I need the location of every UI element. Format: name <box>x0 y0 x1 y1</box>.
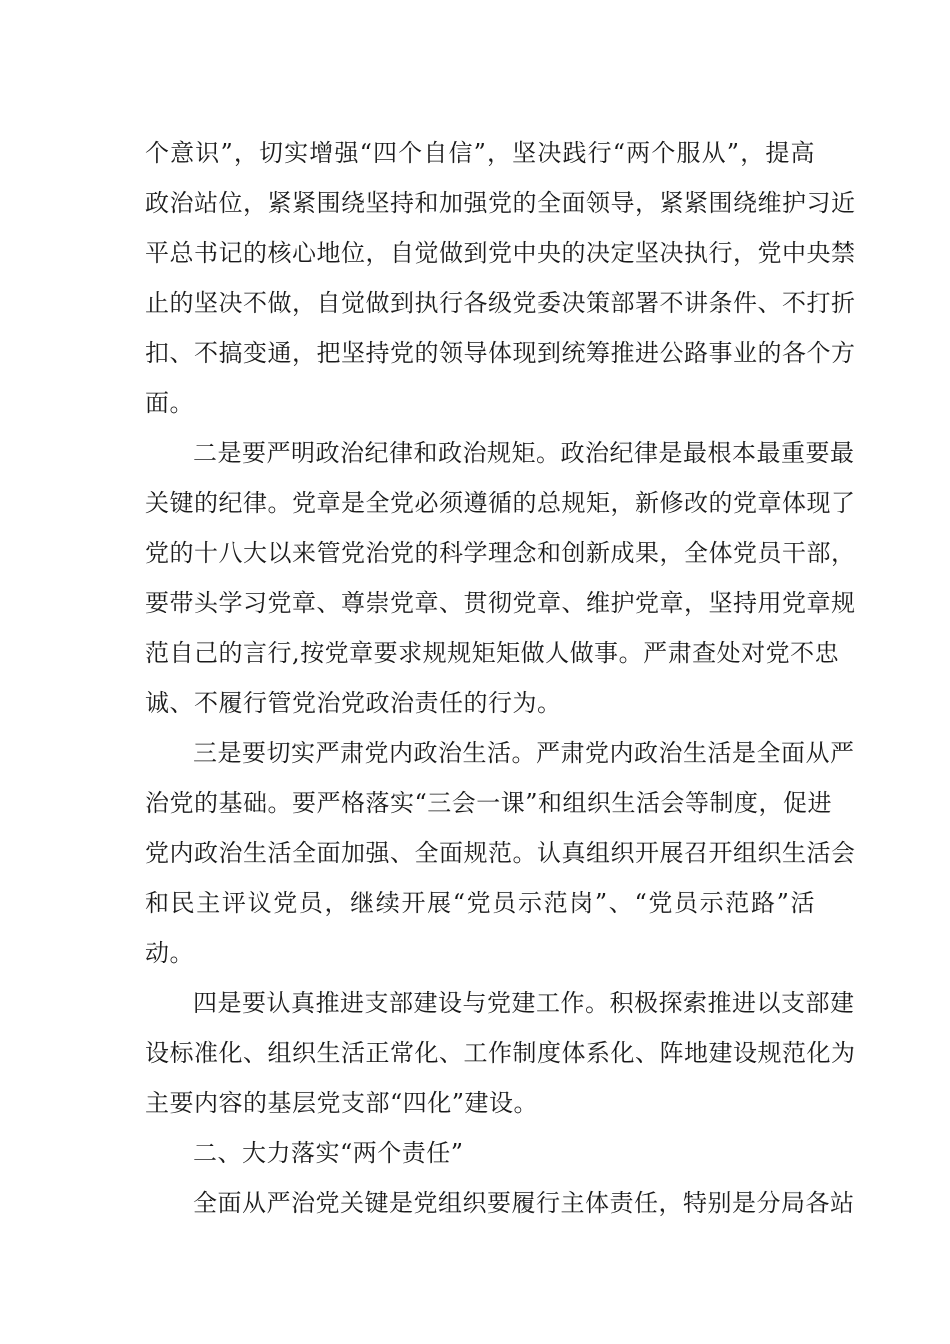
body-line: 设标准化、组织生活正常化、工作制度体系化、阵地建设规范化为 <box>145 1039 856 1067</box>
body-line: 政治站位，紧紧围绕坚持和加强党的全面领导，紧紧围绕维护习近 <box>145 189 856 217</box>
body-line: 党内政治生活全面加强、全面规范。认真组织开展召开组织生活会 <box>145 839 856 867</box>
paragraph-first-line: 二是要严明政治纪律和政治规矩。政治纪律是最根本最重要最 <box>193 439 855 467</box>
body-line: 面。 <box>145 389 194 417</box>
body-line: 要带头学习党章、尊崇党章、贯彻党章、维护党章，坚持用党章规 <box>145 589 856 617</box>
paragraph-first-line: 全面从严治党关键是党组织要履行主体责任，特别是分局各站 <box>193 1189 855 1217</box>
body-line: 主要内容的基层党支部“四化”建设。 <box>145 1089 539 1117</box>
body-line: 治党的基础。要严格落实“三会一课”和组织生活会等制度，促进 <box>145 789 833 817</box>
body-line: 关键的纪律。党章是全党必须遵循的总规矩，新修改的党章体现了 <box>145 489 856 517</box>
body-line: 扣、不搞变通，把坚持党的领导体现到统筹推进公路事业的各个方 <box>145 339 856 367</box>
paragraph-first-line: 四是要认真推进支部建设与党建工作。积极探索推进以支部建 <box>193 989 855 1017</box>
section-heading: 二、大力落实“两个责任” <box>193 1139 464 1167</box>
body-line: 党的十八大以来管党治党的科学理念和创新成果，全体党员干部， <box>145 539 856 567</box>
body-line: 止的坚决不做，自觉做到执行各级党委决策部署不讲条件、不打折 <box>145 289 856 317</box>
paragraph-first-line: 三是要切实严肃党内政治生活。严肃党内政治生活是全面从严 <box>193 739 855 767</box>
body-line: 诚、不履行管党治党政治责任的行为。 <box>145 689 562 717</box>
body-line: 范自己的言行,按党章要求规规矩矩做人做事。严肃查处对党不忠 <box>145 639 840 667</box>
body-line: 个意识”，切实增强“四个自信”，坚决践行“两个服从”，提高 <box>145 139 815 167</box>
body-line: 平总书记的核心地位，自觉做到党中央的决定坚决执行，党中央禁 <box>145 239 856 267</box>
body-line: 和民主评议党员，继续开展“党员示范岗”、“党员示范路”活 <box>145 889 815 917</box>
body-line: 动。 <box>145 939 194 967</box>
